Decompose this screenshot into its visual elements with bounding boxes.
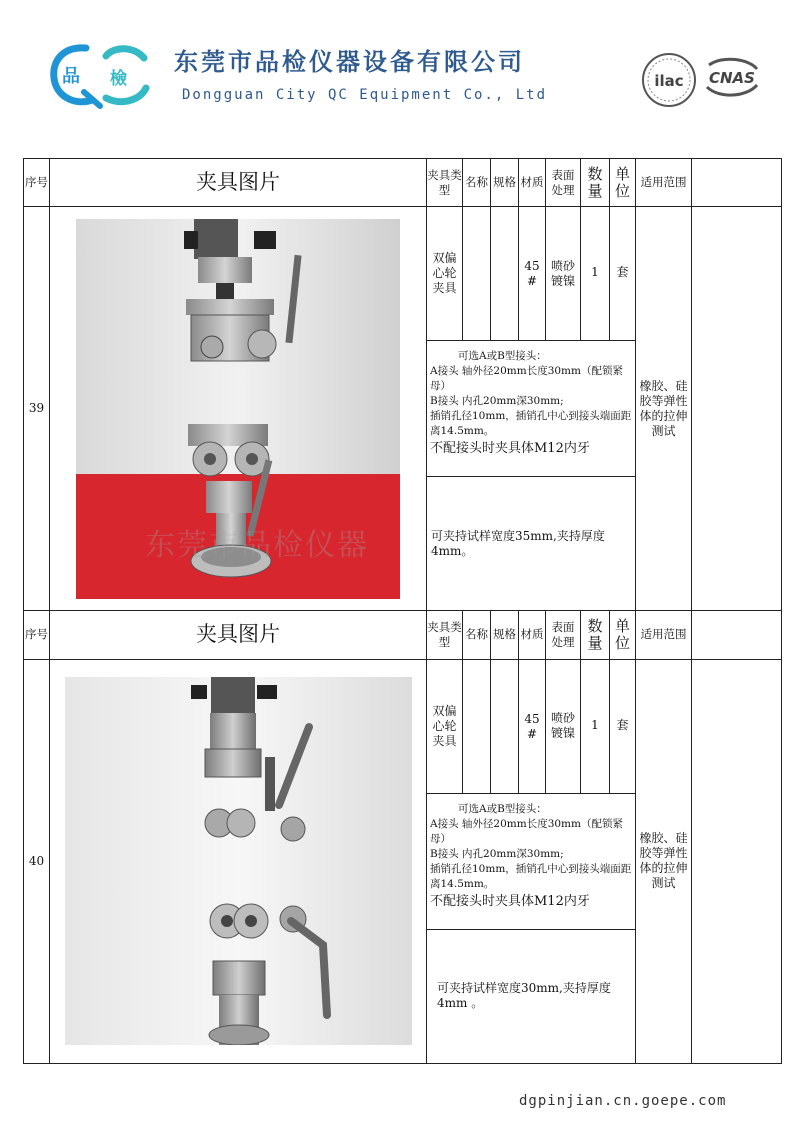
footer-url[interactable]: dgpinjian.cn.goepe.com: [519, 1093, 727, 1109]
header-picture: 夹具图片: [50, 159, 427, 207]
row-qty: 1: [581, 659, 610, 793]
row-name: [463, 659, 491, 793]
header-name: 名称: [463, 611, 491, 659]
row-material-bottom: #: [526, 274, 538, 289]
fixture-photo: [65, 677, 412, 1045]
header-surface: 表面处理: [546, 611, 581, 659]
spec-line-1: 可选A或B型接头：: [458, 802, 547, 815]
spec-line-4: 插销孔径10mm，插销孔中心到接头端面距离14.5mm。: [430, 862, 632, 890]
logo-left-char: 品: [62, 66, 80, 87]
row-material: [519, 659, 546, 793]
header-seq: 序号: [24, 159, 50, 207]
header-extra: [692, 159, 782, 207]
header-seq: 序号: [24, 611, 50, 659]
row-surface: 喷砂镀镍: [546, 207, 581, 341]
spec-line-5: 不配接头时夹具体M12内牙: [430, 441, 590, 457]
row-surface: 喷砂镀镍: [546, 659, 581, 793]
ilac-badge: [641, 52, 697, 108]
row-material-top: 45: [524, 259, 540, 274]
header-unit: 单位: [610, 611, 636, 659]
header-qty: 数量: [581, 611, 610, 659]
header-picture: 夹具图片: [50, 611, 427, 659]
row-material-top: 45: [524, 711, 540, 726]
spec-line-5: 不配接头时夹具体M12内牙: [430, 893, 590, 909]
row-extra: [692, 659, 782, 1063]
ilac-text: ilac: [654, 72, 684, 90]
cnas-badge: [701, 57, 763, 97]
fixture-table: [23, 158, 782, 1064]
row-scope: 橡胶、硅胶等弹性体的拉伸测试: [636, 207, 692, 611]
row-material-bottom: #: [526, 726, 538, 741]
row-clamp-note: 可夹持试样宽度30mm,夹持厚度4mm 。: [427, 929, 636, 1063]
table-row: [24, 207, 782, 341]
header-type: 夹具类型: [427, 611, 463, 659]
header-scope: 适用范围: [636, 159, 692, 207]
logo-right-char: 檢: [110, 69, 127, 89]
header-spec: 规格: [491, 159, 519, 207]
spec-line-2: A接头 轴外径20mm长度30mm（配锁紧母）: [430, 365, 623, 393]
header-unit: 单位: [610, 159, 636, 207]
spec-line-1: 可选A或B型接头：: [458, 350, 547, 363]
header-material: 材质: [519, 611, 546, 659]
row-clamp-note: 可夹持试样宽度35mm,夹持厚度4mm。: [427, 477, 636, 611]
row-connector-spec: [427, 341, 636, 477]
row-seq: 40: [24, 659, 50, 1063]
header-extra: [692, 611, 782, 659]
fixture-photo-cell: [50, 659, 427, 1063]
row-type: 双偏心轮夹具: [427, 207, 463, 341]
row-spec: [491, 207, 519, 341]
spec-line-4: 插销孔径10mm，插销孔中心到接头端面距离14.5mm。: [430, 410, 632, 438]
spec-line-3: B接头 内孔20mm深30mm;: [430, 395, 564, 408]
row-type: 双偏心轮夹具: [427, 659, 463, 793]
header-type: 夹具类型: [427, 159, 463, 207]
row-scope: 橡胶、硅胶等弹性体的拉伸测试: [636, 659, 692, 1063]
header-name: 名称: [463, 159, 491, 207]
company-name-en: Dongguan City QC Equipment Co., Ltd: [182, 87, 548, 103]
row-spec: [491, 659, 519, 793]
table-row: [24, 659, 782, 793]
row-connector-spec: [427, 793, 636, 929]
company-logo: [48, 40, 158, 110]
row-unit: 套: [610, 659, 636, 793]
row-name: [463, 207, 491, 341]
row-extra: [692, 207, 782, 611]
row-seq: 39: [24, 207, 50, 611]
header-scope: 适用范围: [636, 611, 692, 659]
spec-line-2: A接头 轴外径20mm长度30mm（配锁紧母）: [430, 817, 623, 845]
row-unit: 套: [610, 207, 636, 341]
spec-line-3: B接头 内孔20mm深30mm;: [430, 847, 564, 860]
header-qty: 数量: [581, 159, 610, 207]
watermark: 东莞市品检仪器: [145, 528, 369, 563]
header-surface: 表面处理: [546, 159, 581, 207]
row-qty: 1: [581, 207, 610, 341]
company-name-cn: 东莞市品检仪器设备有限公司: [174, 48, 525, 76]
cnas-text: CNAS: [709, 69, 755, 87]
table-header-row: [24, 611, 782, 659]
header-material: 材质: [519, 159, 546, 207]
header-spec: 规格: [491, 611, 519, 659]
table-header-row: [24, 159, 782, 207]
row-material: [519, 207, 546, 341]
